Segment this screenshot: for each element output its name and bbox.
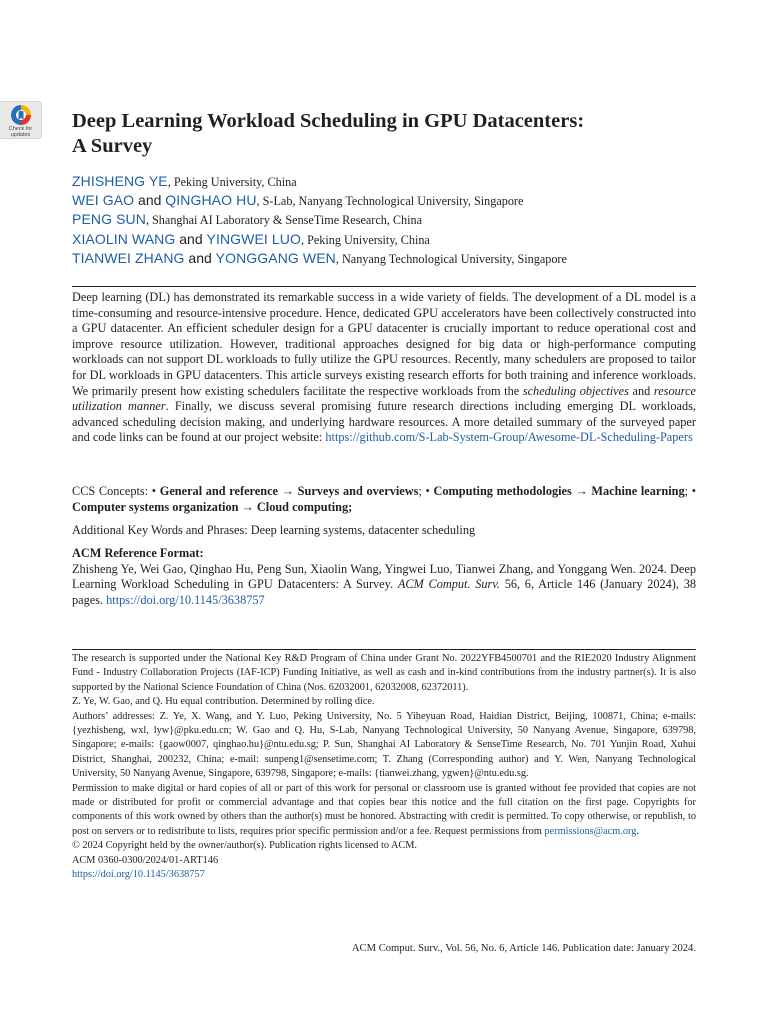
ccs-separator: ; • <box>418 484 434 498</box>
author-affiliation: , Shanghai AI Laboratory & SenseTime Research, China <box>145 213 423 228</box>
copyright-note: © 2024 Copyright held by the owner/author(s). Publication rights licensed to ACM. <box>72 840 418 852</box>
paper-title <box>72 109 696 159</box>
permissions-email-link[interactable]: permissions@acm.org <box>544 825 637 837</box>
author-conjunction: and <box>184 249 216 266</box>
author-name-link[interactable]: ZHISHENG YE <box>72 173 168 189</box>
permission-text-end: . <box>636 825 639 837</box>
equal-contribution-note: Z. Ye, W. Gao, and Q. Hu equal contribution. Determined by rolling dice. <box>72 696 375 708</box>
permission-text: Permission to make digital or hard copies of all or part of this work for personal or classroom use is granted without fee provided that copies are not made or distributed for profit or commercial advantage and that copies bear this notice and the full citation on the first page. Copyrights for components of this work owned by others than the author(s) must be honored. Abstracting with credit is permitted. To copy otherwise, or republish, to post on servers or to redistribute to lists, requires prior specific permission and/or a fee. Request permissions from <box>72 782 696 837</box>
author-affiliation: , Peking University, China <box>167 175 297 189</box>
paper-title-line-1: Deep Learning Workload Scheduling in GPU Datacenters: <box>72 110 585 132</box>
author-name-link[interactable]: WEI GAO <box>72 192 135 209</box>
project-website-link[interactable]: https://github.com/S-Lab-System-Group/Awesome-DL-Scheduling-Papers <box>325 430 693 445</box>
author-name-link[interactable]: YONGGANG WEN <box>215 249 336 266</box>
paper-title-line-2: A Survey <box>72 135 153 157</box>
author-line <box>72 172 696 191</box>
abstract <box>72 290 696 446</box>
abstract-text: . Finally, we discuss several promising future research directions including emerging DL workloads, advanced scheduling decision making, and underlying hardware resources. A more detailed summary of the surveyed paper and code links can be found at our project website: <box>72 399 696 445</box>
ccs-separator: ; • <box>684 484 696 498</box>
footnote-doi-link[interactable]: https://doi.org/10.1145/3638757 <box>72 869 205 881</box>
author-list <box>72 172 696 268</box>
authors-addresses-note: Authors’ addresses: Z. Ye, X. Wang, and Y. Luo, Peking University, No. 5 Yiheyuan Road, Haidian District, Beijing, 100871, China; e-mails: {yezhisheng, wxl, lyw}@pku.edu.cn; W. Gao and Q. Hu, S-Lab, Nanyang Technological University, 50 Nanyang Avenue, Singapore, 639798, Singapore; e-mails: {gaow0007, qinghao.hu}@ntu.edu.sg; P. Sun, Shanghai AI Laboratory & SenseTime Research, No. 701 Yunjin Road, Xuhui District, Shanghai, 200232, China; e-mail: sunpeng1@sensetime.com; T. Zhang (Corresponding author) and Y. Wen, Nanyang Technological University, 50 Nanyang Avenue, Singapore, 639798, Singapore; e-mails: {tianwei.zhang, ygwen}@ntu.edu.sg. <box>72 710 696 780</box>
check-for-updates-label: Check for updates <box>8 126 33 138</box>
author-conjunction: and <box>175 230 207 247</box>
author-name-link[interactable]: QINGHAO HU <box>165 192 257 209</box>
funding-note: The research is supported under the National Key R&D Program of China under Grant No. 2022YFB4500701 and the RIE2020 Industry Alignment Fund - Industry Collaboration Projects (IAF-ICP) Funding Initiative, as well as cash and in-kind contributions from the industry partner(s). It is also supported by the National Science Foundation of China (Nos. 62032001, 62032008, 62372011). <box>72 653 696 693</box>
ccs-concept: Computer systems organization → Cloud computing; <box>72 499 353 514</box>
ccs-concept: General and reference → Surveys and overviews <box>159 484 419 498</box>
author-name-link[interactable]: PENG SUN <box>72 211 146 228</box>
author-name-link[interactable]: YINGWEI LUO <box>206 230 301 247</box>
permission-note <box>72 782 696 840</box>
abstract-top-rule <box>72 286 696 287</box>
author-line <box>72 249 696 268</box>
author-line <box>72 230 696 249</box>
ccs-label: CCS Concepts: • <box>72 484 160 498</box>
author-line <box>72 191 696 210</box>
abstract-text: Deep learning (DL) has demonstrated its remarkable success in a wide variety of fields. The development of a DL model is a time-consuming and resource-intensive procedure. Hence, dedicated GPU accelerators have been collectively constructed into a GPU datacenter. An efficient scheduler design for a GPU datacenter is crucially important to reduce operational cost and improve resource utilization. However, traditional approaches designed for big data or high-performance computing workloads can not support DL workloads to fully utilize the GPU resources. Recently, many schedulers are proposed to tailor for DL workloads in GPU datacenters. This article surveys existing research efforts for both training and inference workloads. We primarily present how existing schedulers facilitate the respective workloads from the <box>72 290 696 398</box>
author-affiliation: , S-Lab, Nanyang Technological University, Singapore <box>256 194 524 209</box>
author-line <box>72 210 696 229</box>
reference-journal: ACM Comput. Surv. <box>397 577 500 592</box>
reference-doi-link[interactable]: https://doi.org/10.1145/3638757 <box>106 592 265 607</box>
running-footer: ACM Comput. Surv., Vol. 56, No. 6, Article 146. Publication date: January 2024. <box>351 943 696 954</box>
author-conjunction: and <box>134 192 166 209</box>
abstract-emphasis: resource utilization manner <box>72 383 696 414</box>
author-affiliation: , Peking University, China <box>300 232 430 247</box>
check-for-updates-badge[interactable] <box>0 101 42 139</box>
abstract-text: and <box>628 383 654 398</box>
author-name-link[interactable]: XIAOLIN WANG <box>72 230 176 247</box>
additional-keywords: Additional Key Words and Phrases: Deep learning systems, datacenter scheduling <box>72 523 476 537</box>
author-name-link[interactable]: TIANWEI ZHANG <box>72 249 185 266</box>
check-for-updates-icon <box>10 104 32 126</box>
reference-text: Zhisheng Ye, Wei Gao, Qinghao Hu, Peng Sun, Xiaolin Wang, Yingwei Luo, Tianwei Zhang, and Yonggang Wen. 2024. Deep Learning Workload Scheduling in GPU Datacenters: A Survey. <box>72 561 696 592</box>
footnote-doi <box>72 868 696 882</box>
ccs-concept: Computing methodologies → Machine learning <box>433 484 685 498</box>
author-affiliation: , Nanyang Technological University, Singapore <box>335 251 567 266</box>
abstract-emphasis: scheduling objectives <box>522 383 629 398</box>
footnote-rule <box>72 649 696 650</box>
footnotes <box>72 652 696 883</box>
reference-heading: ACM Reference Format: <box>72 546 204 560</box>
ccs-concepts <box>72 484 696 515</box>
reference-text: 56, 6, Article 146 (January 2024), 38 pages. <box>72 577 697 607</box>
issn-note: ACM 0360-0300/2024/01-ART146 <box>72 854 219 866</box>
acm-reference-format <box>72 546 696 608</box>
